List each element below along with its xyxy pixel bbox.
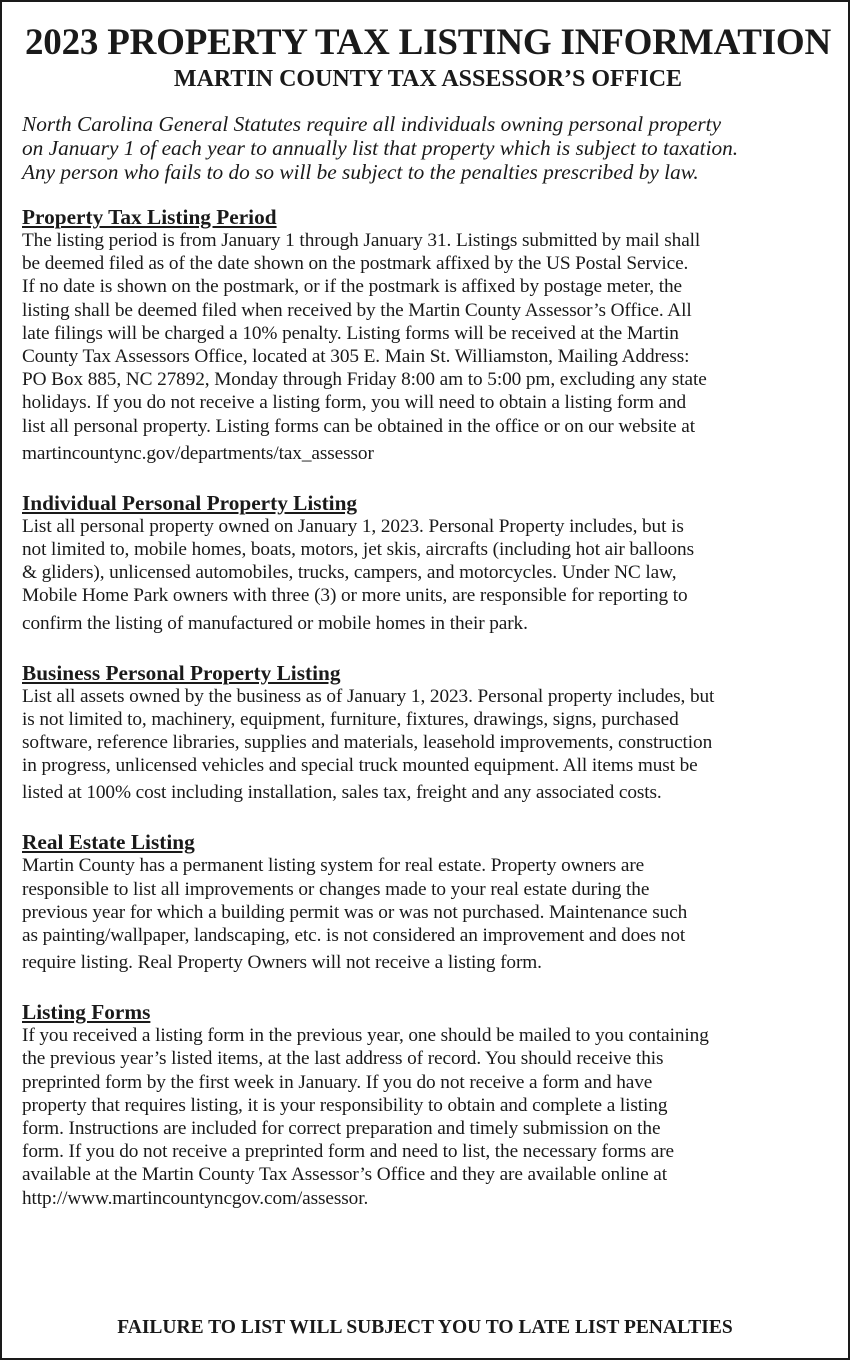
body-line: & gliders), unlicensed automobiles, trucks, campers, and motorcycles. Under NC law, <box>22 562 677 584</box>
body-line: Martin County has a permanent listing system for real estate. Property owners are <box>22 855 645 877</box>
body-line: listed at 100% cost including installation, sales tax, freight and any associated costs. <box>22 782 662 804</box>
body-line: is not limited to, machinery, equipment, furniture, fixtures, drawings, signs, purchased <box>22 708 679 730</box>
body-line: preprinted form by the first week in January. If you do not receive a form and have <box>22 1071 653 1093</box>
intro-line: Any person who fails to do so will be subject to the penalties prescribed by law. <box>22 160 699 184</box>
section-listing-period <box>22 206 834 470</box>
body-line: listing shall be deemed filed when received by the Martin County Assessor’s Office. All <box>22 299 692 321</box>
body-line: The listing period is from January 1 through January 31. Listings submitted by mail shall <box>22 230 701 251</box>
body-line: List all assets owned by the business as of January 1, 2023. Personal property includes, but <box>22 685 715 707</box>
body-line: property that requires listing, it is your responsibility to obtain and complete a listing <box>22 1094 668 1116</box>
body-line: software, reference libraries, supplies and materials, leasehold improvements, construction <box>22 732 713 754</box>
body-line: If no date is shown on the postmark, or if the postmark is affixed by postage meter, the <box>22 276 682 298</box>
body-line: previous year for which a building permit was or was not purchased. Maintenance such <box>22 901 688 923</box>
body-line: responsible to list all improvements or changes made to your real estate during the <box>22 878 650 900</box>
body-line: PO Box 885, NC 27892, Monday through Friday 8:00 am to 5:00 pm, excluding any state <box>22 369 707 391</box>
body-line: holidays. If you do not receive a listing form, you will need to obtain a listing form and <box>22 392 687 414</box>
body-line: County Tax Assessors Office, located at 305 E. Main St. Williamston, Mailing Address: <box>22 346 690 368</box>
section-heading: Listing Forms <box>22 1000 151 1025</box>
body-line: confirm the listing of manufactured or mobile homes in their park. <box>22 612 528 634</box>
section-real-estate <box>22 831 834 979</box>
section-body <box>22 1024 834 1210</box>
section-body <box>22 854 834 979</box>
page-subtitle: MARTIN COUNTY TAX ASSESSOR’S OFFICE <box>173 66 683 92</box>
page-title: 2023 PROPERTY TAX LISTING INFORMATION <box>24 22 832 63</box>
penalty-notice: FAILURE TO LIST WILL SUBJECT YOU TO LATE LIST PENALTIES <box>117 1317 733 1338</box>
body-line: available at the Martin County Tax Assessor’s Office and they are available online at <box>22 1164 667 1186</box>
body-line: If you received a listing form in the previous year, one should be mailed to you containing <box>22 1025 709 1047</box>
body-line: require listing. Real Property Owners will not receive a listing form. <box>22 952 542 974</box>
section-individual-personal-property <box>22 492 834 640</box>
body-line: not limited to, mobile homes, boats, motors, jet skis, aircrafts (including hot air balloons <box>22 539 694 561</box>
body-line: in progress, unlicensed vehicles and special truck mounted equipment. All items must be <box>22 755 698 777</box>
assessor-url: http://www.martincountyncgov.com/assessor. <box>22 1187 369 1209</box>
body-line: list all personal property. Listing forms can be obtained in the office or on our website at <box>22 415 695 437</box>
body-line: late filings will be charged a 10% penalty. Listing forms will be received at the Martin <box>22 322 679 344</box>
section-heading: Real Estate Listing <box>22 830 195 855</box>
section-listing-forms <box>22 1001 834 1210</box>
body-line: as painting/wallpaper, landscaping, etc. is not considered an improvement and does not <box>22 925 686 947</box>
body-line: form. If you do not receive a preprinted form and need to list, the necessary forms are <box>22 1141 674 1163</box>
section-body <box>22 515 834 640</box>
section-heading: Individual Personal Property Listing <box>22 490 358 515</box>
body-line: Mobile Home Park owners with three (3) or more units, are responsible for reporting to <box>22 585 688 607</box>
body-line: form. Instructions are included for correct preparation and timely submission on the <box>22 1118 661 1140</box>
intro-line: on January 1 of each year to annually list that property which is subject to taxation. <box>22 136 739 160</box>
intro-line: North Carolina General Statutes require all individuals owning personal property <box>22 112 722 136</box>
section-heading: Business Personal Property Listing <box>22 660 341 685</box>
section-heading: Property Tax Listing Period <box>22 205 277 229</box>
section-body <box>22 685 834 810</box>
body-line: the previous year’s listed items, at the last address of record. You should receive this <box>22 1048 664 1070</box>
section-body <box>22 229 834 470</box>
section-business-personal-property <box>22 662 834 810</box>
website-link: martincountync.gov/departments/tax_assessor <box>22 442 374 464</box>
body-line: List all personal property owned on January 1, 2023. Personal Property includes, but is <box>22 515 684 537</box>
body-line: be deemed filed as of the date shown on the postmark affixed by the US Postal Service. <box>22 253 689 275</box>
intro-paragraph <box>22 112 834 184</box>
